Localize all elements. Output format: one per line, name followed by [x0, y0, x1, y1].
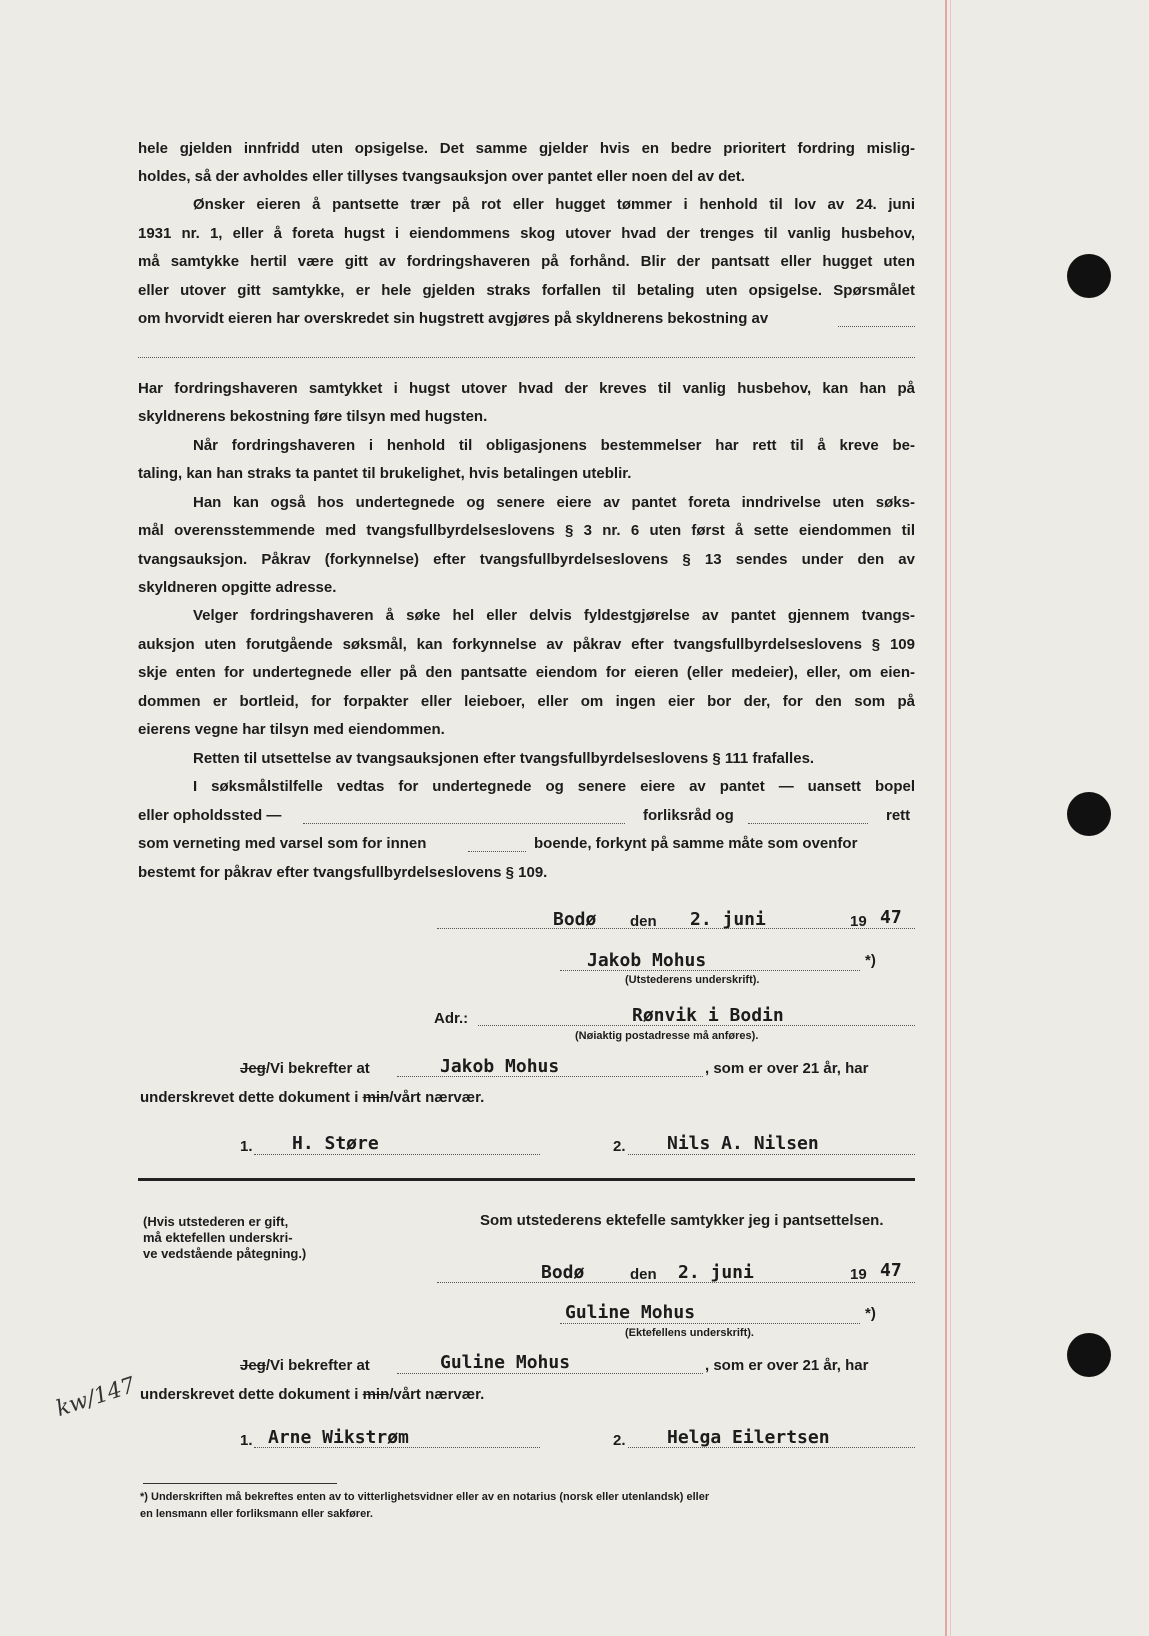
text-fragment: /Vi bekrefter at [265, 1357, 370, 1374]
punch-hole-middle [1067, 792, 1111, 836]
text-line: 1931 nr. 1, eller å foreta hugst i eiendommens skog utover hvad der trenges til vanlig husbehov, [138, 225, 915, 242]
text-line: mål overensstemmende med tvangsfullbyrdelseslovens § 3 nr. 6 uten først å sette eiendommen til [138, 522, 915, 539]
adr-label: Adr.: [434, 1010, 469, 1027]
witness1-num: 1. [240, 1432, 253, 1449]
witness1-signature: Arne Wikstrøm [268, 1427, 409, 1448]
note-line: må ektefellen underskri- [143, 1230, 293, 1245]
text-line: eierens vegne har tilsyn med eiendommen. [138, 721, 445, 738]
text-line: taling, kan han straks ta pantet til brukelighet, hvis betalingen uteblir. [138, 465, 632, 482]
witness2-signature: Helga Eilertsen [667, 1427, 830, 1448]
witness2-signature: Nils A. Nilsen [667, 1133, 819, 1154]
punch-hole-bottom [1067, 1333, 1111, 1377]
place: Bodø [553, 909, 597, 930]
text-line [138, 310, 915, 327]
spouse-consent: Som utstederens ektefelle samtykker jeg i pantsettelsen. [480, 1212, 884, 1229]
address-caption: (Nøiaktig postadresse må anføres). [575, 1030, 759, 1042]
confirm-line-2 [140, 1386, 484, 1403]
text-line: hele gjelden innfridd uten opsigelse. Det samme gjelder hvis en bedre prioritert fordring mislig- [138, 140, 915, 157]
text-fragment: som verneting med varsel som for innen [138, 835, 427, 852]
text-fragment: om hvorvidt eieren har overskredet sin hugstrett avgjøres på skyldnerens bekostning av [138, 310, 769, 327]
red-margin-line [945, 0, 947, 1636]
confirm-line-1 [240, 1060, 370, 1077]
text-line: bestemt for påkrav efter tvangsfullbyrdelseslovens § 109. [138, 864, 548, 881]
footnote-rule [143, 1483, 337, 1484]
witness2-num: 2. [613, 1432, 626, 1449]
dotted-fill [468, 851, 526, 852]
footnote-mark: *) [865, 1305, 876, 1322]
witness1-num: 1. [240, 1138, 253, 1155]
red-margin-line-inner [950, 0, 951, 1636]
dotted-fill [437, 1282, 915, 1283]
struck-text: min [362, 1386, 390, 1403]
text-fragment: underskrevet dette dokument i [140, 1386, 363, 1403]
dotted-fill [254, 1154, 540, 1155]
text-fragment: /vårt nærvær. [389, 1089, 485, 1106]
dotted-fill [748, 823, 868, 824]
text-line: holdes, så der avholdes eller tillyses tvangsauksjon over pantet eller noen del av det. [138, 168, 745, 185]
text-line: auksjon uten forutgående søksmål, kan forkynnelse av påkrav efter tvangsfullbyrdelseslovens § 109 [138, 636, 915, 653]
dotted-fill [437, 928, 915, 929]
dotted-fill [628, 1154, 915, 1155]
text-fragment: underskrevet dette dokument i [140, 1089, 363, 1106]
text-line: tvangsauksjon. Påkrav (forkynnelse) efter tvangsfullbyrdelseslovens § 13 sendes under den av [138, 551, 915, 568]
punch-hole-top [1067, 254, 1111, 298]
text-line: må samtykke hertil være gitt av fordringshaveren på forhånd. Blir der pantsatt eller hugget uten [138, 253, 915, 270]
dotted-fill [397, 1373, 703, 1374]
text-line: Han kan også hos undertegnede og senere eiere av pantet foreta inndrivelse uten søks- [193, 494, 915, 511]
date: 2. juni [690, 909, 766, 930]
text-fragment: forliksråd og [643, 807, 734, 824]
address: Rønvik i Bodin [632, 1005, 784, 1026]
text-fragment: , som er over 21 år, har [705, 1060, 869, 1077]
signer-caption: (Utstederens underskrift). [625, 974, 760, 986]
witness1-signature: H. Støre [292, 1133, 379, 1154]
text-line: skyldneren opgitte adresse. [138, 579, 337, 596]
text-line: eller utover gitt samtykke, er hele gjelden straks forfallen til betaling uten opsigelse. Spørsmålet [138, 282, 915, 299]
confirm-line-1 [240, 1357, 370, 1374]
text-fragment: boende, forkynt på samme måte som ovenfor [534, 835, 858, 852]
place: Bodø [541, 1262, 585, 1283]
text-line: skyldnerens bekostning føre tilsyn med hugsten. [138, 408, 488, 425]
year-suffix: 47 [880, 1260, 902, 1281]
text-line: Ønsker eieren å pantsette trær på rot eller hugget tømmer i henhold til lov av 24. juni [193, 196, 915, 213]
dotted-fill [138, 357, 915, 358]
margin-initials: kw/147 [53, 1373, 139, 1422]
confirm-name: Guline Mohus [440, 1352, 571, 1373]
text-line: Velger fordringshaveren å søke hel eller delvis fyldestgjørelse av pantet gjennem tvangs- [193, 607, 915, 624]
date: 2. juni [678, 1262, 754, 1283]
text-fragment: rett [886, 807, 911, 824]
confirm-name: Jakob Mohus [440, 1056, 560, 1077]
year-prefix: 19 [850, 1266, 867, 1283]
year-prefix: 19 [850, 913, 867, 930]
text-line: Retten til utsettelse av tvangsauksjonen efter tvangsfullbyrdelseslovens § 111 frafalles. [193, 750, 815, 767]
dotted-fill [838, 326, 915, 327]
dotted-fill [560, 1323, 860, 1324]
text-fragment: /Vi bekrefter at [265, 1060, 370, 1077]
text-line: Når fordringshaveren i henhold til obligasjonens bestemmelser har rett til å kreve be- [193, 437, 915, 454]
spouse-signature: Guline Mohus [565, 1302, 696, 1323]
struck-text: min [362, 1089, 390, 1106]
struck-text: Jeg [240, 1357, 266, 1374]
section-divider [138, 1178, 915, 1181]
text-line: skje enten for undertegnede eller på den pantsatte eiendom for eieren (eller medeier), eller, om eien- [138, 664, 915, 681]
text-fragment: /vårt nærvær. [389, 1386, 485, 1403]
spouse-caption: (Ektefellens underskrift). [625, 1327, 754, 1339]
year-suffix: 47 [880, 907, 902, 928]
footnote-mark: *) [865, 952, 876, 969]
text-fragment: , som er over 21 år, har [705, 1357, 869, 1374]
note-line: ve vedstående påtegning.) [143, 1246, 307, 1261]
spouse-note [143, 1214, 306, 1262]
confirm-line-2 [140, 1089, 484, 1106]
text-line: Har fordringshaveren samtykket i hugst utover hvad der kreves til vanlig husbehov, kan han på [138, 380, 915, 397]
den-label: den [630, 1266, 657, 1283]
signer-signature: Jakob Mohus [587, 950, 707, 971]
den-label: den [630, 913, 657, 930]
footnote-line: *) Underskriften må bekreftes enten av to vitterlighetsvidner eller av en notarius (norsk eller utenlandsk) eller [140, 1491, 710, 1503]
text-fragment: eller opholdssted — [138, 807, 282, 824]
footnote-line: en lensmann eller forliksmann eller sakfører. [140, 1508, 373, 1520]
dotted-fill [303, 823, 625, 824]
struck-text: Jeg [240, 1060, 266, 1077]
text-line: I søksmålstilfelle vedtas for undertegnede og senere eiere av pantet — uansett bopel [193, 778, 915, 795]
witness2-num: 2. [613, 1138, 626, 1155]
text-line: dommen er bortleid, for forpakter eller leieboer, eller om ingen eier bor der, for den som på [138, 693, 915, 710]
note-line: (Hvis utstederen er gift, [143, 1214, 289, 1229]
